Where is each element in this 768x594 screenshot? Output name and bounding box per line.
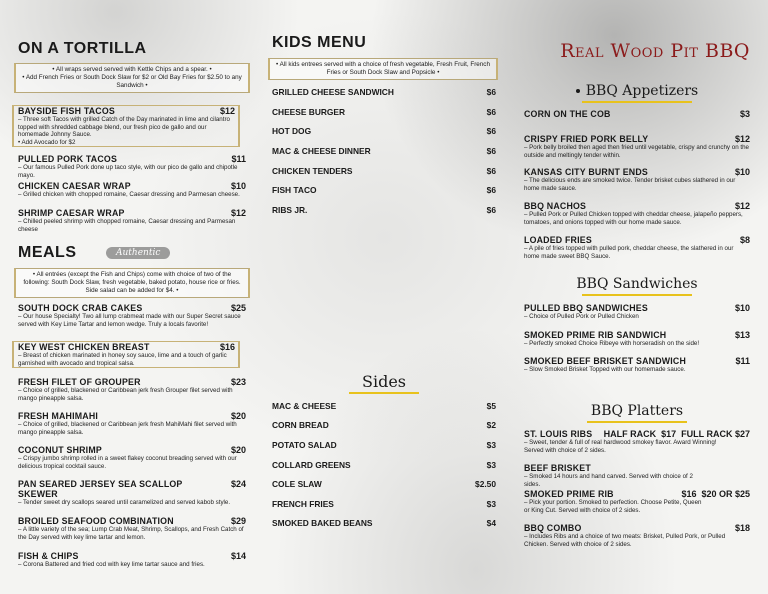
platter-item-beef-brisket — [524, 463, 750, 488]
item-price: $11 — [735, 356, 750, 366]
item-name: CHICKEN TENDERS — [272, 166, 353, 176]
item-price: $10 — [734, 303, 750, 313]
item-name: KEY WEST CHICKEN BREAST — [18, 342, 150, 352]
item-price: $14 — [230, 551, 246, 561]
item-desc: – Breast of chicken marinated in honey soy sauce, lime and a touch of garlic garnished with avocado and tropical salsa. — [18, 352, 227, 367]
item-price: $2.50 — [475, 479, 496, 489]
item-desc: – A little variety of the sea; Lump Crab Meat, Shrimp, Scallops, and Fresh Catch of the Day served with key lime tartar and lemon. — [18, 526, 244, 541]
item-price: $8 — [739, 235, 750, 245]
platters-title: BBQ Platters — [590, 403, 684, 419]
item-price: $6 — [486, 126, 496, 136]
kids-item-fish-taco — [272, 185, 496, 195]
side-item-mac-cheese — [272, 401, 496, 411]
item-price: $20 — [230, 445, 246, 455]
item-price: $6 — [486, 146, 496, 156]
item-price: $20 — [230, 411, 246, 421]
item-name: BBQ COMBO — [524, 523, 582, 533]
item-name: CORN ON THE COB — [524, 109, 611, 119]
item-name: KANSAS CITY BURNT ENDS — [524, 167, 648, 177]
menu-item-fish-and-chips — [18, 551, 246, 569]
item-desc: – Sweet, tender & full of real hardwood smokey flavor. Award Winning! Served with choice of 2 sides. — [524, 439, 717, 454]
menu-item-coconut-shrimp — [18, 445, 246, 470]
item-name: SMOKED BEEF BRISKET SANDWICH — [524, 356, 686, 366]
item-desc: – Slow Smoked Brisket Topped with our homemade sauce. — [524, 366, 686, 373]
item-name: PAN SEARED JERSEY SEA SCALLOP SKEWER — [18, 479, 183, 499]
appetizers-header — [524, 82, 750, 103]
side-item-collard-greens — [272, 460, 496, 470]
item-name: FRENCH FRIES — [272, 499, 334, 509]
item-name: SOUTH DOCK CRAB CAKES — [18, 303, 143, 313]
item-name: FRESH MAHIMAHI — [18, 411, 99, 421]
restaurant-logo: Real Wood Pit BBQ — [560, 40, 750, 62]
item-price: $10 — [230, 181, 246, 191]
item-price: $10 — [734, 167, 750, 177]
item-name: ST. LOUIS RIBS — [524, 429, 593, 439]
tortilla-notes — [14, 63, 250, 93]
item-price: $12 — [734, 134, 750, 144]
sandwich-item-prime-rib — [524, 330, 750, 348]
item-price: $13 — [734, 330, 750, 340]
item-price: $4 — [486, 518, 496, 528]
menu-item-pulled-pork-tacos — [18, 154, 246, 179]
appetizers-title: BBQ Appetizers — [585, 83, 699, 99]
item-name: SMOKED BAKED BEANS — [272, 518, 373, 528]
item-price: $11 — [231, 154, 246, 164]
item-name: FISH & CHIPS — [18, 551, 79, 561]
item-desc: – Three soft Tacos with grilled Catch of the Day marinated in lime and cilantro topped with shredded cabbage blend, our fresh pico de gallo and our homemade Johnny Sauce. — [18, 116, 230, 139]
meals-note: • All entrées (except the Fish and Chips) come with choice of two of the following: South Dock Slaw, fresh vegetable, baked potato, house rice or fries. Side salad can be added for $4. • — [14, 268, 250, 298]
item-name: PULLED PORK TACOS — [18, 154, 118, 164]
item-price: $24 — [230, 479, 246, 489]
menu-item-key-west-chicken — [12, 341, 240, 368]
sandwiches-header — [524, 275, 750, 296]
item-desc: – Grilled chicken with chopped romaine, Caesar dressing and Parmesan cheese. — [18, 191, 240, 198]
app-item-pork-belly — [524, 134, 750, 159]
item-price: $6 — [486, 87, 496, 97]
item-name: SHRIMP CAESAR WRAP — [18, 208, 125, 218]
item-name: LOADED FRIES — [524, 235, 592, 245]
item-desc: – Pick your portion. Smoked to perfection. Choose Petite, Queen or King Cut. Served with choice of 2 sides. — [524, 499, 702, 514]
item-price: $3 — [486, 440, 496, 450]
item-price: $25 — [230, 303, 246, 313]
item-name: FRESH FILET OF GROUPER — [18, 377, 141, 387]
platter-item-st-louis-ribs — [524, 429, 750, 454]
item-desc: – Tender sweet dry scallops seared until caramelized and served kabob style. — [18, 499, 231, 506]
item-desc: – Our house Specialty! Two all lump crabmeat made with our Super Secret sauce served with Key Lime Tartar and lemon wedge. Truly a locals favorite! — [18, 313, 241, 328]
item-price: $29 — [230, 516, 246, 526]
tortilla-note-2: • Add French Fries or South Dock Slaw for $2 or Old Bay Fries for $2.50 to any Sandwich • — [22, 74, 242, 89]
appetizers-underline — [582, 101, 692, 103]
item-price: $6 — [486, 205, 496, 215]
menu-item-shrimp-caesar-wrap — [18, 208, 246, 233]
item-desc: – Choice of grilled, blackened or Caribbean jerk fresh Grouper filet served with mango pineapple salsa. — [18, 387, 233, 402]
item-desc: – Our famous Pulled Pork done up taco style, with our pico de gallo and chipotle mayo. — [18, 164, 238, 179]
item-price: $16 — [219, 342, 235, 352]
item-price: $6 — [486, 166, 496, 176]
kids-item-grilled-cheese — [272, 87, 496, 97]
item-desc: – Chilled peeled shrimp with chopped romaine, Caesar dressing and Parmesan cheese — [18, 218, 236, 233]
item-price: $3 — [486, 460, 496, 470]
item-desc: – Crispy jumbo shrimp rolled in a sweet flakey coconut breading served with our delicious tropical cocktail sauce. — [18, 455, 237, 470]
item-price: $2 — [486, 420, 496, 430]
sandwiches-underline — [582, 294, 692, 296]
app-item-burnt-ends — [524, 167, 750, 192]
item-price: $18 — [734, 523, 750, 533]
menu-item-bayside-fish-tacos — [12, 105, 240, 147]
sides-title: Sides — [362, 372, 406, 391]
menu-item-mahimahi — [18, 411, 246, 436]
item-name: BAYSIDE FISH TACOS — [18, 106, 115, 116]
item-desc: – Choice of grilled, blackened or Caribbean jerk fresh MahiMahi filet served with mango pineapple salsa. — [18, 421, 237, 436]
item-name: GRILLED CHEESE SANDWICH — [272, 87, 394, 97]
item-price: HALF RACK $17 FULL RACK $27 — [603, 429, 750, 439]
item-name: BROILED SEAFOOD COMBINATION — [18, 516, 174, 526]
side-item-french-fries — [272, 499, 496, 509]
item-price: $3 — [739, 109, 750, 119]
kids-item-chicken-tenders — [272, 166, 496, 176]
item-name: RIBS JR. — [272, 205, 308, 215]
sandwich-item-beef-brisket — [524, 356, 750, 374]
item-desc: – The delicious ends are smoked twice. Tender brisket cubes slathered in our home made sauce. — [524, 177, 736, 192]
kids-item-ribs-jr — [272, 205, 496, 215]
item-desc: – Pork belly broiled then aged then fried until vegetable, crispy and crunchy on the outside and meltingly tender within. — [524, 144, 749, 159]
item-price: $5 — [486, 401, 496, 411]
kids-item-hot-dog — [272, 126, 496, 136]
item-price: $12 — [219, 106, 235, 116]
kids-note: • All kids entrees served with a choice of fresh vegetable, Fresh Fruit, French Fries or South Dock Slaw and Popsicle • — [268, 58, 498, 80]
item-name: CHEESE BURGER — [272, 107, 346, 117]
item-name: CHICKEN CAESAR WRAP — [18, 181, 131, 191]
platters-underline — [587, 421, 687, 423]
platter-item-smoked-prime-rib — [524, 489, 750, 514]
bullet-icon — [576, 89, 580, 93]
app-item-loaded-fries — [524, 235, 750, 260]
tortilla-title: ON A TORTILLA — [18, 40, 147, 57]
item-desc: – Corona Battered and fried cod with key lime tartar sauce and fries. — [18, 561, 205, 568]
item-name: PULLED BBQ SANDWICHES — [524, 303, 648, 313]
item-desc: – Smoked 14 hours and hand carved. Served with choice of 2 sides. — [524, 473, 693, 488]
item-name: HOT DOG — [272, 126, 312, 136]
item-name: MAC & CHEESE DINNER — [272, 146, 371, 156]
item-name: BEEF BRISKET — [524, 463, 591, 473]
platter-item-bbq-combo — [524, 523, 750, 548]
item-desc: – A pile of fries topped with pulled pork, cheddar cheese, the slathered in our home made sweet BBQ Sauce. — [524, 245, 734, 260]
item-price: $6 — [486, 107, 496, 117]
sides-underline — [349, 392, 419, 394]
item-desc: – Includes Ribs and a choice of two meats: Brisket, Pulled Pork, or Pulled Chicken. Served with choice of 2 sides. — [524, 533, 726, 548]
item-name: COCONUT SHRIMP — [18, 445, 102, 455]
item-price: $12 — [230, 208, 246, 218]
authentic-stamp: Authentic — [106, 247, 170, 259]
kids-item-cheese-burger — [272, 107, 496, 117]
side-item-corn-bread — [272, 420, 496, 430]
sandwich-item-pulled-bbq — [524, 303, 750, 321]
item-name: SMOKED PRIME RIB — [524, 489, 614, 499]
item-price: $16 $20 OR $25 — [681, 489, 750, 499]
item-extra: • Add Avocado for $2 — [18, 138, 76, 146]
item-name: CORN BREAD — [272, 420, 329, 430]
sides-header — [272, 372, 496, 394]
tortilla-note-1: • All wraps served served with Kettle Chips and a spear. • — [52, 66, 212, 73]
item-desc: – Pulled Pork or Pulled Chicken topped with cheddar cheese, jalapeño peppers, tomatoes, and onions topped with our home made sauce. — [524, 211, 743, 226]
item-name: MAC & CHEESE — [272, 401, 337, 411]
item-name: SMOKED PRIME RIB SANDWICH — [524, 330, 667, 340]
item-name: CRISPY FRIED PORK BELLY — [524, 134, 649, 144]
item-name: COLLARD GREENS — [272, 460, 351, 470]
menu-item-grouper — [18, 377, 246, 402]
side-item-potato-salad — [272, 440, 496, 450]
side-item-baked-beans — [272, 518, 496, 528]
menu-item-crab-cakes — [18, 303, 246, 328]
app-item-bbq-nachos — [524, 201, 750, 226]
item-name: POTATO SALAD — [272, 440, 337, 450]
item-desc: – Choice of Pulled Pork or Pulled Chicken — [524, 313, 639, 320]
menu-item-chicken-caesar-wrap — [18, 181, 246, 199]
item-name: BBQ NACHOS — [524, 201, 587, 211]
item-price: $3 — [486, 499, 496, 509]
meals-title: MEALS — [18, 244, 77, 261]
item-price: $23 — [230, 377, 246, 387]
item-desc: – Perfectly smoked Choice Ribeye with horseradish on the side! — [524, 340, 700, 347]
item-price: $12 — [734, 201, 750, 211]
platters-header — [524, 402, 750, 423]
item-name: COLE SLAW — [272, 479, 322, 489]
item-name: FISH TACO — [272, 185, 317, 195]
sandwiches-title: BBQ Sandwiches — [576, 276, 698, 292]
menu-item-scallop-skewer — [18, 479, 246, 507]
app-item-corn — [524, 109, 750, 119]
side-item-cole-slaw — [272, 479, 496, 489]
kids-item-mac-cheese — [272, 146, 496, 156]
item-price: $6 — [486, 185, 496, 195]
kids-title: KIDS MENU — [272, 34, 367, 51]
menu-item-seafood-combination — [18, 516, 246, 541]
